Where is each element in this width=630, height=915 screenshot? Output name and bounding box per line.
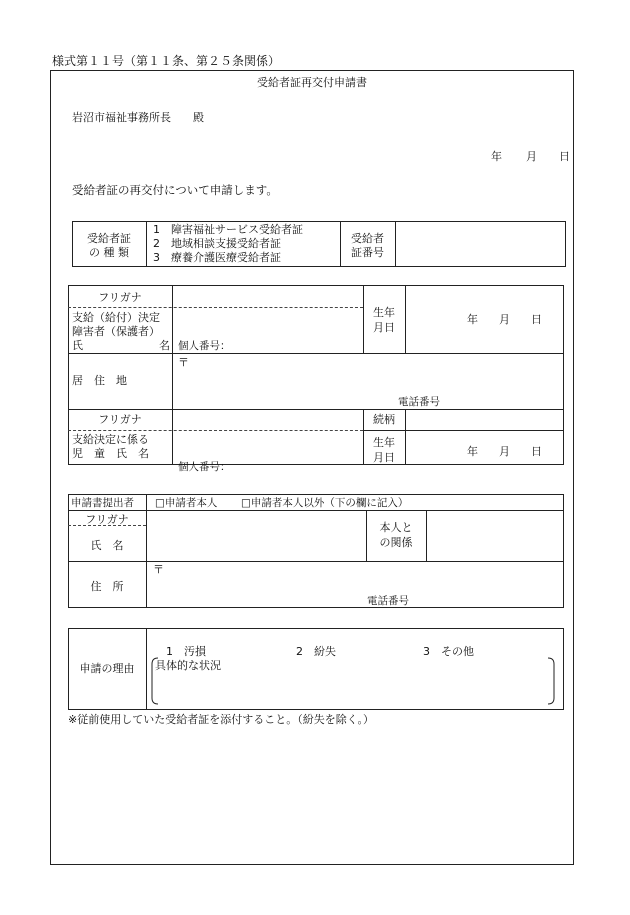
submitter-phone-label: 電話番号 (367, 595, 409, 607)
submitter-name-label: 氏 名 (90, 539, 124, 552)
applicant-personal-number-label: 個人番号： (178, 340, 231, 352)
applicant-birth-day: 日 (531, 313, 542, 326)
intro-text: 受給者証の再交付について申請します。 (72, 183, 278, 197)
reason-option-3[interactable]: 3 その他 (423, 645, 474, 658)
child-furigana-label: フリガナ (98, 413, 142, 426)
reason-option-2[interactable]: 2 紛失 (296, 645, 336, 658)
applicant-birth-label-2: 月日 (373, 321, 395, 334)
submitter-address-label: 住 所 (90, 580, 124, 593)
child-birth-label-2: 月日 (373, 451, 395, 464)
applicant-name-label: 支給（給付）決定 (72, 311, 160, 324)
form-number: 様式第１１号（第１１条、第２５条関係） (52, 54, 281, 68)
child-furigana-field[interactable] (174, 411, 361, 429)
applicant-birth-label: 生年 (373, 306, 395, 319)
applicant-phone-label: 電話番号 (398, 396, 440, 408)
cert-number-label: 受給者 (351, 232, 384, 245)
submitter-relation-label-2: の関係 (379, 536, 413, 549)
child-name-label: 支給決定に係る (72, 433, 149, 446)
date-day-label: 日 (559, 150, 570, 163)
applicant-name-label-2: 障害者（保護者） (72, 325, 160, 338)
attachment-note: ※従前使用していた受給者証を添付すること。（紛失を除く。） (68, 713, 374, 726)
submitter-name-field[interactable] (148, 512, 364, 559)
child-name-label-2: 児 童 氏 名 (72, 447, 149, 460)
reason-detail-field[interactable] (160, 674, 550, 704)
submitter-address-field[interactable] (148, 563, 562, 606)
applicant-name-label-3: 氏 (72, 339, 83, 352)
submitter-furigana-label: フリガナ (85, 513, 129, 526)
cert-option-3: 3 療養介護医療受給者証 (153, 251, 281, 264)
applicant-furigana-field[interactable] (174, 287, 361, 306)
applicant-address-field[interactable] (174, 355, 562, 407)
applicant-address-label: 居 住 地 (72, 374, 127, 387)
addressee: 岩沼市福祉事務所長 殿 (72, 111, 204, 124)
cert-number-label-2: 証番号 (351, 246, 384, 259)
child-name-field[interactable] (174, 432, 361, 463)
submitter-postal-mark: 〒 (153, 563, 164, 576)
applicant-postal-mark: 〒 (178, 356, 189, 369)
submitter-relation-label: 本人と (379, 521, 413, 534)
applicant-furigana-label: フリガナ (98, 291, 142, 304)
applicant-name-label-4: 名 (159, 339, 170, 352)
applicant-birth-year: 年 (467, 313, 478, 326)
reason-label: 申請の理由 (79, 662, 135, 675)
child-birth-month: 月 (499, 445, 510, 458)
child-relation-field[interactable] (407, 411, 562, 429)
child-personal-number-label: 個人番号： (178, 461, 231, 473)
cert-number-field[interactable] (397, 223, 564, 265)
child-birth-day: 日 (531, 445, 542, 458)
submitter-label: 申請書提出者 (71, 497, 134, 509)
child-birth-year: 年 (467, 445, 478, 458)
cert-option-2: 2 地域相談支援受給者証 (153, 237, 281, 250)
form-title: 受給者証再交付申請書 (257, 76, 367, 89)
submitter-option-other[interactable]: □申請者本人以外（下の欄に記入） (241, 497, 409, 509)
date-month-label: 月 (526, 150, 537, 163)
applicant-birth-month: 月 (499, 313, 510, 326)
date-year-label: 年 (491, 150, 502, 163)
reason-option-1[interactable]: 1 汚損 (166, 645, 206, 658)
cert-type-label: 受給者証 (87, 232, 131, 245)
submitter-option-self[interactable]: □申請者本人 (155, 497, 218, 509)
submitter-relation-field[interactable] (428, 512, 562, 559)
child-relation-label: 続柄 (373, 413, 395, 426)
cert-type-label-2: の 種 類 (89, 246, 129, 259)
cert-option-1: 1 障害福祉サービス受給者証 (153, 223, 303, 236)
child-birth-label: 生年 (373, 436, 395, 449)
reason-detail-label: 具体的な状況 (155, 659, 221, 672)
